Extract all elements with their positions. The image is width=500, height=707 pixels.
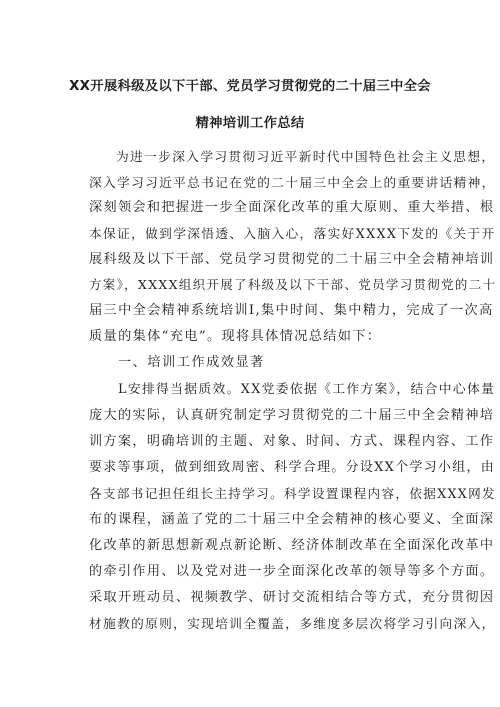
paragraph-1-line: 深刻领会和把握进一步全面深化改革的重大原则、重大举措、根 xyxy=(89,200,495,215)
paragraph-2-line: 庞大的实际，认真研究制定学习贯彻党的二十届三中全会精神培 xyxy=(89,408,495,423)
document-title-line-1: XX开展科级及以下干部、党员学习贯彻党的二十届三中全会 xyxy=(69,79,431,94)
paragraph-1-line: 届三中全会精神系统培训I,集中时间、集中精力，完成了一次高 xyxy=(89,303,494,318)
document-title-line-2: 精神培训工作总结 xyxy=(195,116,305,131)
paragraph-2-line: 材施教的原则，实现培训全覆盖，多维度多层次将学习引向深入， xyxy=(89,616,496,631)
paragraph-2-line: 采取开班动员、视频教学、研讨交流相结合等方式，充分贯彻因 xyxy=(89,590,495,605)
paragraph-2-line: 化改革的新思想新观点新论断、经济体制改革在全面深化改革中 xyxy=(89,538,495,553)
paragraph-2-line: 训方案，明确培训的主题、对象、时间、方式、课程内容、工作 xyxy=(89,434,495,449)
paragraph-2-line: 布的课程，涵盖了党的二十届三中全会精神的核心要义、全面深 xyxy=(89,512,495,527)
section-heading: 一、培训工作成效显著 xyxy=(118,355,265,370)
paragraph-1-line: 方案》，XXXX组织开展了科级及以下干部、党员学习贯彻党的二十 xyxy=(89,277,497,292)
paragraph-1-line: 展科级及以下干部、党员学习贯彻党的二十届三中全会精神培训 xyxy=(89,252,495,267)
paragraph-1-line: 质量的集体“充电”。现将具体情况总结如下： xyxy=(89,329,382,344)
paragraph-1-line: 为进一步深入学习贯彻习近平新时代中国特色社会主义思想， xyxy=(116,149,496,164)
paragraph-2-line: L安排得当据质效。XX党委依据《工作方案》，结合中心体量 xyxy=(118,382,496,397)
paragraph-1-line: 本保证，做到学深悟透、入脑入心，落实好XXXX下发的《关于开 xyxy=(89,226,496,241)
paragraph-1-line: 深入学习习近平总书记在党的二十届三中全会上的重要讲话精神， xyxy=(89,175,496,190)
paragraph-2-line: 各支部书记担任组长主持学习。科学设置课程内容，依据XXX网发 xyxy=(89,486,496,501)
paragraph-2-line: 要求等事项，做到细致周密、科学合理。分设XX个学习小组，由 xyxy=(89,460,495,475)
paragraph-2-line: 的牵引作用、以及党对进一步全面深化改革的领导等多个方面。 xyxy=(89,564,495,579)
